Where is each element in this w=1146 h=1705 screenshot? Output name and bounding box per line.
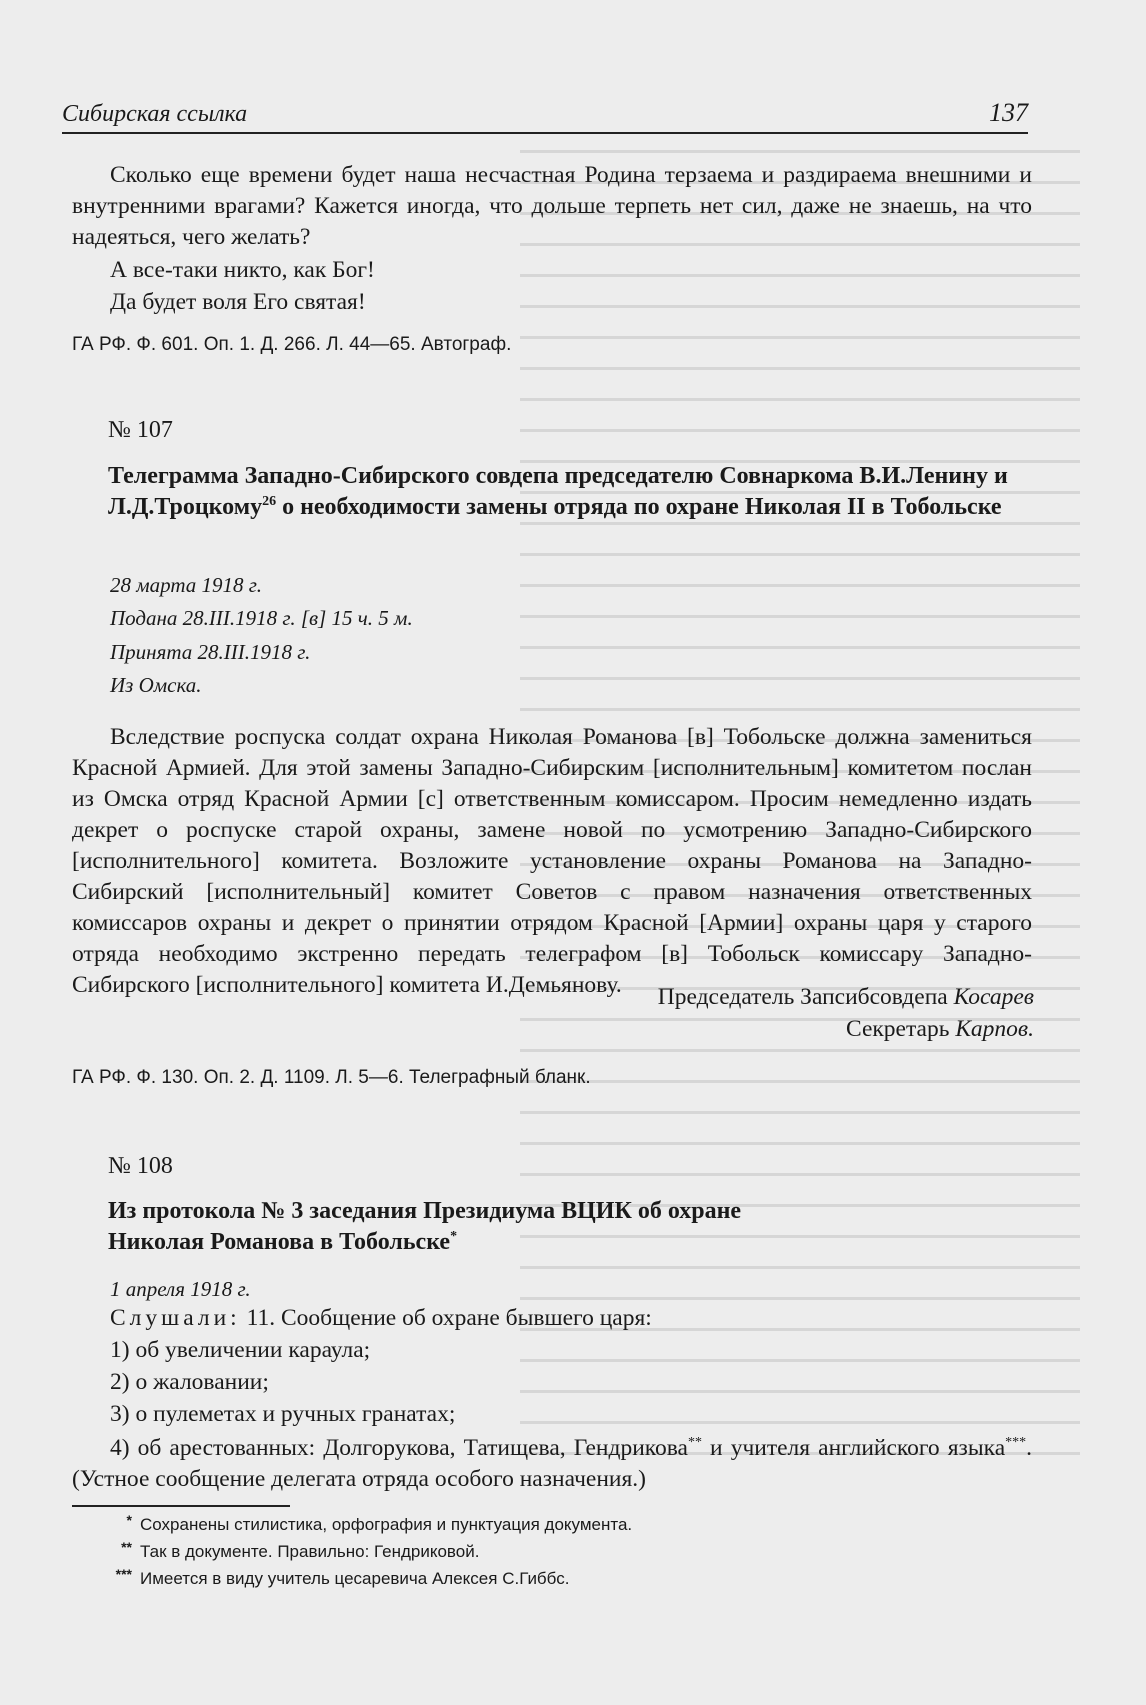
heard-label: Слушали: [110, 1305, 241, 1331]
item4-text-2: и учителя английского языка [701, 1435, 1006, 1461]
doc108-heard [110, 1305, 652, 1332]
doc107-signature-chairman [658, 984, 1034, 1011]
doc108-title [108, 1196, 1038, 1258]
doc107-title [108, 461, 1038, 523]
footnote-1 [88, 1512, 632, 1535]
signature-name: Косарев [953, 984, 1034, 1010]
item4-text-3: . (Устное сообщение делегата отряда особого назначения.) [72, 1435, 1032, 1492]
doc108-number: № 108 [108, 1153, 173, 1179]
footnote-mark: * [126, 1512, 132, 1528]
item4-text-1: 4) об арестованных: Долгорукова, Татищева, Гендрикова [110, 1435, 688, 1461]
doc108-title-line1: Из протокола № 3 заседания Президиума ВЦИК об охране [108, 1198, 742, 1224]
intro-paragraph-1: Сколько еще времени будет наша несчастная Родина терзаема и раздираема внешними и внутренними врагами? Кажется иногда, что дольше терпеть нет сил, даже не знаешь, на что надеяться, чего желать? [72, 162, 1032, 250]
page-number: 137 [989, 98, 1028, 127]
doc108-title-footnote-ref: * [450, 1229, 458, 1244]
intro-paragraph-2: А все-таки никто, как Бог! [110, 257, 375, 283]
doc107-from: Из Омска. [110, 673, 202, 697]
doc108-title-line2: Николая Романова в Тобольске [108, 1229, 451, 1255]
doc108-item-3: 3) о пулеметах и ручных гранатах; [110, 1401, 456, 1427]
signature-role: Секретарь [845, 1016, 956, 1042]
page-header [62, 92, 1028, 134]
footnote-3 [88, 1566, 569, 1589]
intro-paragraph-3: Да будет воля Его святая! [110, 289, 366, 315]
doc107-received: Принята 28.III.1918 г. [110, 640, 311, 664]
doc107-number: № 107 [108, 417, 173, 443]
footnote-text: Имеется в виду учитель цесаревича Алексея С.Гиббс. [140, 1569, 570, 1588]
doc107-submitted: Подана 28.III.1918 г. [в] 15 ч. 5 м. [110, 606, 413, 630]
doc107-date: 28 марта 1918 г. [110, 573, 262, 597]
signature-role: Председатель Запсибсовдепа [657, 984, 954, 1010]
doc108-date: 1 апреля 1918 г. [110, 1277, 251, 1301]
footnote-2 [88, 1539, 479, 1562]
signature-name: Карпов. [955, 1016, 1034, 1042]
footnote-divider [72, 1505, 290, 1507]
heard-text: 11. Сообщение об охране бывшего царя: [240, 1305, 652, 1331]
doc107-title-part1: Телеграмма Западно-Сибирского совдепа председателю Совнаркома В.И.Ленину и Л.Д.Троцкому [108, 463, 1008, 520]
doc107-title-footnote-ref: 26 [262, 494, 277, 509]
doc107-title-part2: о необходимости замены отряда по охране Николая II в Тобольске [276, 494, 1002, 520]
footnote-text: Сохранены стилистика, орфография и пунктуация документа. [140, 1515, 633, 1534]
doc108-item-4 [72, 1433, 1032, 1495]
doc108-item-2: 2) о жаловании; [110, 1369, 269, 1395]
doc107-body: Вследствие роспуска солдат охрана Николая Романова [в] Тобольске должна замениться Красной Армией. Для этой замены Западно-Сибирским [исполнительным] комитетом послан из Омска отряд Красной Армии [с] ответственным комиссаром. Просим немедленно издать декрет о роспуске старой охраны, замене новой по усмотрению Западно-Сибирского [исполнительного] комитета. Возложите установление охраны Романова на Западно-Сибирский [исполнительный] комитет Советов с правом назначения ответственных комиссаров охраны и декрет о принятии отрядом Красной [Армии] охраны царя у старого отряда необходимо экстренно передать телеграфом [в] Тобольск комиссару Западно-Сибирского [исполнительного] комитета И.Демьянову. [72, 724, 1032, 998]
doc107-signature-secretary [846, 1016, 1034, 1043]
item4-footnote-ref-2: *** [1005, 1435, 1027, 1451]
doc108-item-1: 1) об увеличении караула; [110, 1337, 371, 1363]
running-title: Сибирская ссылка [62, 101, 248, 127]
footnote-mark: *** [115, 1566, 132, 1582]
intro-source: ГА РФ. Ф. 601. Оп. 1. Д. 266. Л. 44—65. Автограф. [72, 334, 512, 355]
doc107-source: ГА РФ. Ф. 130. Оп. 2. Д. 1109. Л. 5—6. Телеграфный бланк. [72, 1067, 591, 1088]
footnote-mark: ** [121, 1539, 132, 1555]
item4-footnote-ref-1: ** [687, 1435, 702, 1451]
footnote-text: Так в документе. Правильно: Гендриковой. [140, 1542, 480, 1561]
